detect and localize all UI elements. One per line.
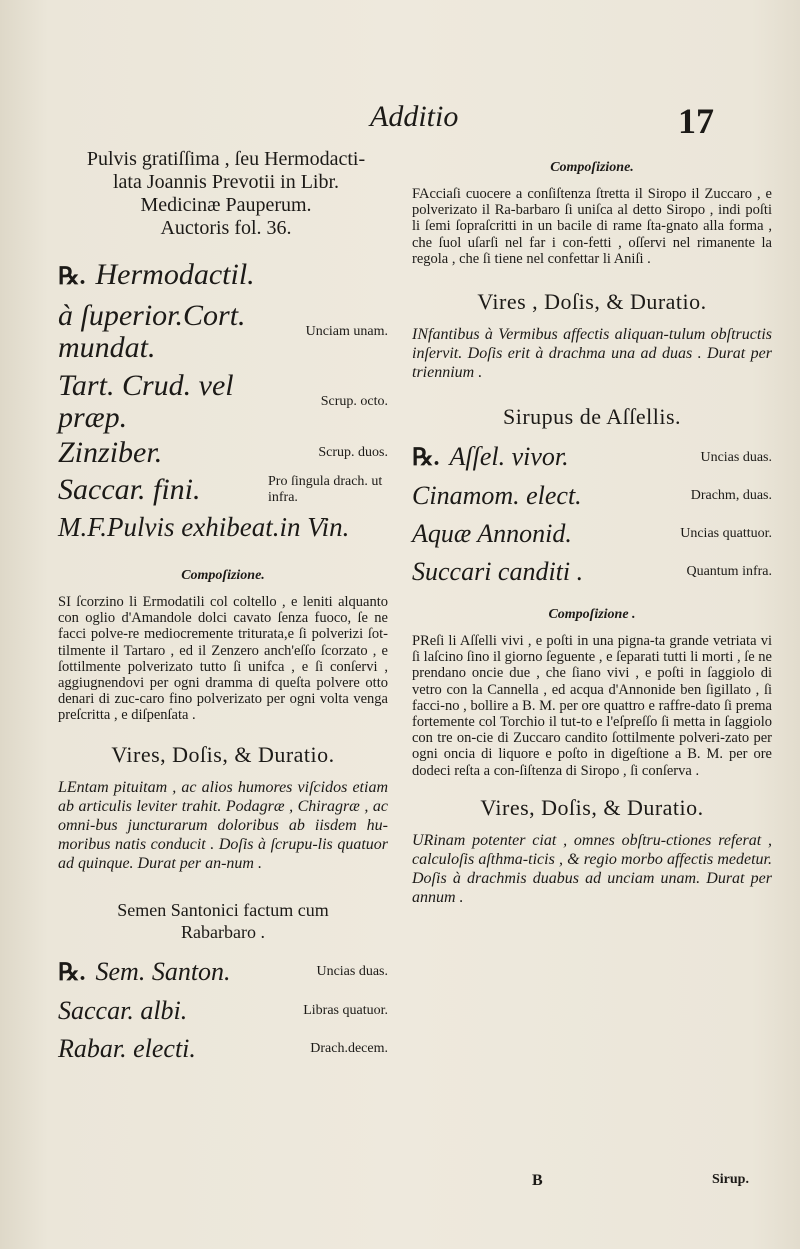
composition-text: SI ſcorzino li Ermodatili col coltello , e leniti alquanto con oglio d'Amandole dolci cavato ſenza fuoco, ſe ne facci polve-re mediocremente triturata,e ſi polverizi ſot-tilmente il Tartaro , ed il Zenzero anch'eſſo ſcorzato , e ſottilmente polverizato tutto ſi unifca , e ſi conſervi , aggiugnendovi per ogni dramma di queſta polvere otto denari di zuc-caro fino polverizato per ogni volta venga preſcritta , e diſpenſata . [58, 594, 388, 724]
recipe-row [58, 300, 388, 364]
recipe-row [58, 438, 388, 468]
ingredient-amount: Uncias quattuor. [680, 526, 772, 542]
semen-heading [58, 899, 388, 943]
recipe-row [58, 260, 388, 292]
recipe-row [58, 370, 388, 434]
recipe-symbol: ℞. [58, 264, 86, 290]
recipe-row [58, 996, 388, 1026]
ingredient-amount: Quantum infra. [686, 564, 772, 580]
composition-text: FAcciaſi cuocere a conſiſtenza ſtretta il Siropo il Zuccaro , e polverizato il Ra-barbaro ſi uniſca al detto Siropo , indi poſti li ſemi ſopraſcritti in un bacile di rame ſta-gnato alla forma , che ſuol uſarſi nel far i con-fetti , oſſervi nel rimanente la regola , che ſi tiene nel confettar li Aniſi . [412, 186, 772, 267]
recipe-row [412, 557, 772, 587]
recipe-symbol: ℞. [412, 445, 440, 472]
ingredient-name: Tart. Crud. vel præp. [58, 369, 234, 434]
recipe-sirupus [412, 442, 772, 587]
ingredient-name: Sem. Santon. [95, 956, 231, 986]
left-column [58, 148, 388, 1064]
vires-text: URinam potenter ciat , omnes obſtru-ctiones referat , calculoſis aſthma-ticis , & regio morbo affectis medetur. Doſis à drachmis duabus ad unciam unam. Durat per annum . [412, 831, 772, 906]
semen-heading-line: Rabarbaro . [181, 921, 265, 942]
intro-line: lata Joannis Prevotii in Libr. [112, 171, 340, 193]
vires-text: LEntam pituitam , ac alios humores viſcidos etiam ab articulis leviter trahit. Podagræ , Chiragræ , ac omni-bus juncturarum doloribus ab iisdem hu-moribus natis conducit . Doſis à ſcrupu-lis quatuor ad quinque. Durat per an-num . [58, 778, 388, 872]
right-column [412, 148, 772, 907]
recipe-semen [58, 957, 388, 1064]
recipe-row [412, 481, 772, 511]
ingredient-name: à ſuperior.Cort. mundat. [58, 299, 246, 364]
ingredient-amount: Uncias duas. [316, 964, 388, 980]
composition-label: Compoſizione. [550, 160, 634, 175]
recipe-closing: M.F.Pulvis exhibeat.in Vin. [58, 512, 350, 542]
ingredient-amount: Pro ſingula drach. ut infra. [268, 474, 383, 505]
vires-heading: Vires , Doſis, & Duratio. [477, 289, 707, 315]
ingredient-amount: Uncias duas. [700, 449, 772, 465]
recipe-row [58, 474, 388, 506]
recipe-hermodactil [58, 260, 388, 542]
running-head: Additio [370, 100, 459, 133]
ingredient-name: Saccar. fini. [58, 473, 201, 506]
recipe-symbol: ℞. [58, 959, 86, 986]
vires-heading: Vires, Doſis, & Duratio. [111, 741, 335, 767]
ingredient-name: Succari canditi . [412, 557, 584, 587]
ingredient-name: Rabar. electi. [58, 1033, 196, 1063]
recipe-row [412, 442, 772, 473]
ingredient-amount: Libras quatuor. [303, 1002, 388, 1018]
signature-mark: B [532, 1172, 543, 1189]
intro-line: Auctoris fol. 36. [160, 217, 292, 239]
ingredient-name: Saccar. albi. [58, 995, 188, 1025]
recipe-row [58, 1034, 388, 1064]
pulvis-intro [58, 148, 388, 240]
composition-label: Compoſizione . [548, 607, 636, 623]
ingredient-name: Hermodactil. [95, 258, 255, 291]
composition-text: PReſi li Aſſelli vivi , e poſti in una pigna-ta grande vetriata vi ſi laſcino ſino il giorno ſeguente , e ſeparati tutti li morti , ſe ne prendano oncie due , che ſiano vivi , e poſti in ſaggiolo di vetro con la Cannella , ed acqua d'Annonide ben ſigillato , ſi facci-no , bollire a B. M. per ore quattro e raffre-dato ſi prema fortemente col Torchio il tut-to e l'eſpreſſo ſi metta in ſaggiolo con tre on-cie di Zuccaro candito ſottilmente polveri-zato per ogni oncia di liquore e poſto in digeſtione a B. M. per ore dodeci reſta a con-ſiſtenza di Siropo , ſi conſerva . [412, 633, 772, 779]
sirupus-heading: Sirupus de Aſſellis. [502, 404, 682, 430]
ingredient-amount: Scrup. octo. [320, 394, 388, 409]
catchword: Sirup. [712, 1172, 749, 1187]
semen-heading-line: Semen Santonici factum cum [117, 899, 329, 920]
ingredient-amount: Drach.decem. [310, 1040, 388, 1056]
recipe-row [58, 957, 388, 988]
composition-label: Compoſizione. [181, 568, 265, 583]
intro-line: Medicinæ Pauperum. [140, 194, 312, 216]
ingredient-name: Cinamom. elect. [412, 481, 582, 511]
vires-heading: Vires, Doſis, & Duratio. [480, 794, 704, 820]
ingredient-amount: Drachm, duas. [690, 488, 772, 504]
vires-text: INfantibus à Vermibus affectis aliquan-tulum obſtructis inſervit. Doſis erit à drachma una ad duas . Durat per triennium . [412, 326, 772, 382]
ingredient-name: Aquæ Annonid. [412, 519, 572, 549]
ingredient-amount: Scrup. duos. [318, 445, 388, 460]
recipe-row [412, 519, 772, 549]
ingredient-amount: Unciam unam. [305, 324, 388, 339]
ingredient-name: Zinziber. [58, 436, 163, 469]
intro-line: Pulvis gratiſſima , ſeu Hermodacti- [86, 148, 366, 170]
page-number: 17 [678, 101, 714, 141]
ingredient-name: Aſſel. vivor. [449, 442, 569, 472]
